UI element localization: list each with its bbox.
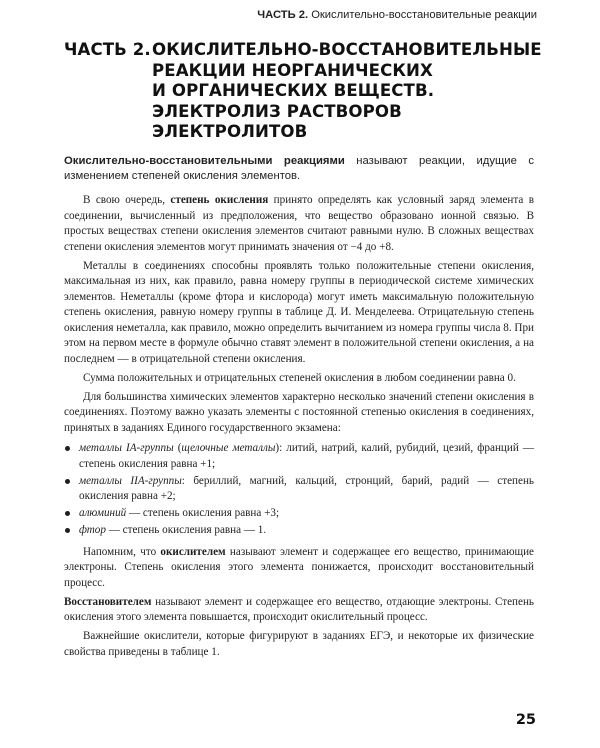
list-item (64, 506, 534, 522)
paragraph-constant-states: Для большинства химических элементов характерно несколько значений степени окисления в соединениях. Поэтому важно указать элементы с постоянной степенью окисления в соединениях, принятых в заданиях Единого государственного экзамена: (64, 390, 534, 434)
intro-definition (64, 154, 534, 185)
bullet-icon (65, 511, 70, 516)
paragraph-sum: Сумма положительных и отрицательных степеней окисления в любом соединении равна 0. (83, 371, 516, 384)
bullet-icon (65, 479, 70, 484)
list-item-term: щелочные металлы (181, 442, 276, 454)
chapter-title-line: РЕАКЦИИ НЕОРГАНИЧЕСКИХ (152, 60, 433, 80)
paragraph-text: Напомним, что (83, 545, 161, 558)
chapter-number: ЧАСТЬ 2. (64, 40, 151, 59)
list-item-text: — степень окисления равна — 1. (105, 524, 267, 536)
list-item-text: — степень окисления равна +3; (126, 507, 280, 519)
paragraph-oxidizer (64, 545, 534, 592)
paragraph-table-ref: Важнейшие окислители, которые фигурируют в заданиях ЕГЭ, и некоторые их физические свойства приведены в таблице 1. (64, 630, 534, 658)
list-item-text: ): литий, натрий, калий, рубидий, цезий, франций — степень окисления равна +1; (79, 442, 535, 470)
chapter-title-line: ОКИСЛИТЕЛЬНО-ВОССТАНОВИТЕЛЬНЫЕ (152, 40, 542, 59)
list-item-text: ( (173, 442, 182, 454)
paragraph-text: называют элемент и содержащее его вещество, отдающие электроны. Степень окисления этого элемента повышается, происходит окислительный процесс. (64, 595, 534, 623)
running-head-title: Окислительно-восстановительные реакции (311, 9, 537, 21)
paragraph-text: называют элемент и содержащее его вещество, принимающие электроны. Степень окисления этого элемента понижается, происходит восстановительный процесс. (64, 545, 535, 589)
running-head (257, 9, 537, 21)
intro-term: Окислительно-восстановительными реакциями (64, 155, 345, 167)
list-item (64, 441, 534, 472)
chapter-title-line: И ОРГАНИЧЕСКИХ ВЕЩЕСТВ. (152, 81, 435, 100)
body-text (64, 193, 534, 664)
paragraph-metals: Металлы в соединениях способны проявлять только положительные степени окисления, максимальная из них, как правило, равна номеру группы в периодической системе химических элементов. Неметаллы (кроме фтора и кислорода) могут иметь максимальную положительную степень окисления, равную номеру группы в таблице Д. И. Менделеева. Отрицательную степень окисления неметалла, как правило, можно определить вычитанием из номера группы числа 8. При этом на первом месте в формуле обычно ставят элемент в положительной степени окисления, а на последнем — в отрицательной степени окисления. (64, 259, 534, 365)
list-item (64, 474, 534, 505)
constant-oxidation-list (64, 441, 534, 539)
list-item (64, 523, 534, 539)
chapter-title (64, 40, 542, 143)
list-item-term: металлы IIA-группы (79, 474, 182, 487)
list-item-term: алюминий (79, 507, 127, 519)
chapter-title-line: ЭЛЕКТРОЛИТОВ (152, 122, 308, 141)
list-item-term: металлы IA-группы (79, 442, 174, 454)
bullet-icon (65, 446, 70, 451)
paragraph-text: принято определять как условный заряд элемента в соединении, вычисленный из предположения, что вещество образовано ионной связью. В простых веществах степени окисления элементов считают равными нулю. В сложных веществах степени окисления элементов могут принимать значения от −4 до +8. (64, 194, 534, 253)
paragraph-text: В свою очередь, (83, 194, 171, 206)
paragraph-reducer (64, 595, 534, 626)
paragraph-oxidation-state (64, 193, 534, 255)
term-oxidation-state: степень окисления (170, 194, 269, 206)
list-item-term: фтор (79, 524, 106, 536)
running-head-part: ЧАСТЬ 2. (257, 9, 309, 21)
page-number: 25 (515, 712, 536, 728)
term-oxidizer: окислителем (160, 545, 226, 558)
bullet-icon (65, 528, 70, 533)
intro-text: называют реакции, идущие с изменением степеней окисления элементов. (64, 155, 534, 183)
list-item-text: : бериллий, магний, кальций, стронций, барий, радий — степень окисления равна +2; (79, 474, 535, 502)
chapter-title-line: ЭЛЕКТРОЛИЗ РАСТВОРОВ (152, 101, 402, 121)
term-reducer: Восстановителем (64, 595, 152, 608)
